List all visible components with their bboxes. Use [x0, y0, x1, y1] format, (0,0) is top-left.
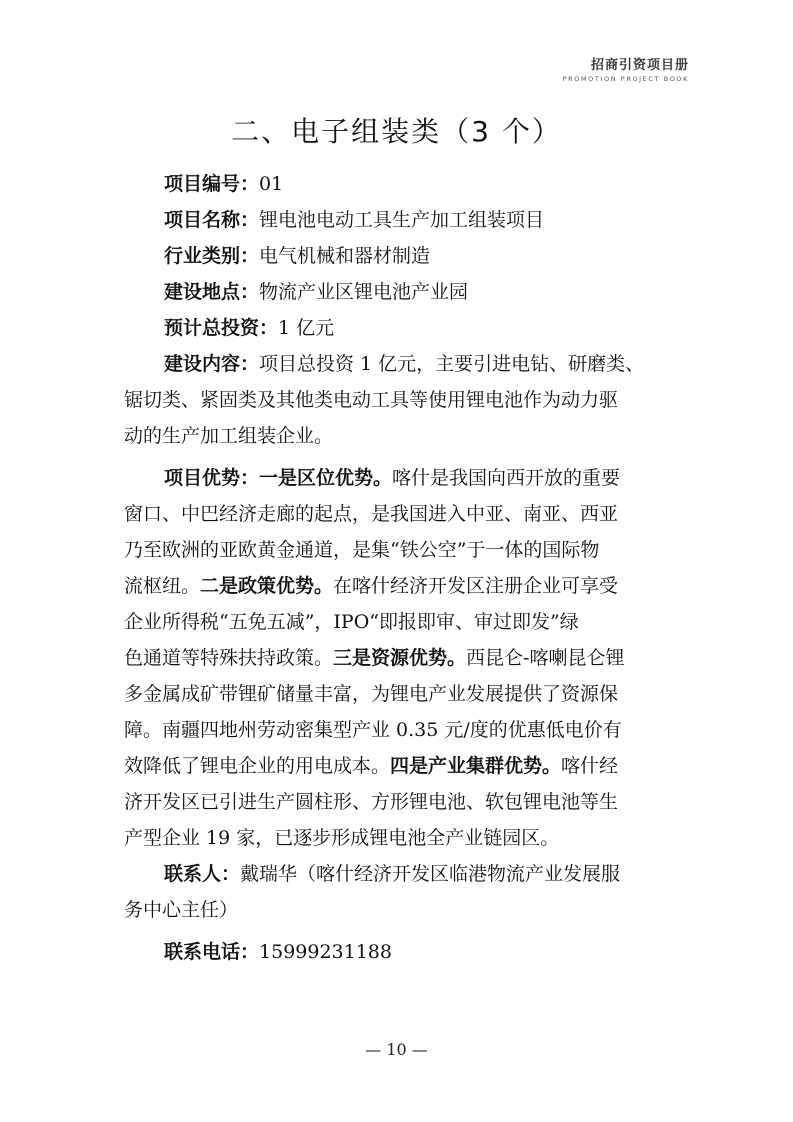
advantage-line — [124, 460, 679, 496]
advantage-line: 多金属成矿带锂矿储量丰富，为锂电产业发展提供了资源保 — [124, 683, 619, 705]
site-row — [124, 274, 679, 310]
advantage-line: 障。南疆四地州劳动密集型产业 0.35 元/度的优惠低电价有 — [124, 719, 622, 741]
advantage-line: 产型企业 19 家，已逐步形成锂电池全产业链园区。 — [124, 827, 560, 849]
contact-line: 务中心主任） — [124, 899, 239, 921]
advantage-heading: 三是资源优势。 — [333, 647, 467, 669]
advantage-heading: 四是产业集群优势。 — [390, 755, 562, 777]
brand-subtitle: PROMOTION PROJECT BOOK — [562, 75, 689, 83]
contact-line — [124, 856, 679, 892]
industry-value: 电气机械和器材制造 — [259, 245, 431, 267]
page-number: — 10 — — [365, 1040, 428, 1059]
content-line: 动的生产加工组装企业。 — [124, 425, 334, 447]
advantage-heading: 一是区位优势。 — [259, 467, 393, 489]
content-text: 项目总投资 1 亿元，主要引进电钻、研磨类、 — [259, 353, 645, 375]
project-number-label: 项目编号： — [164, 173, 260, 195]
industry-label: 行业类别： — [164, 245, 260, 267]
advantage-text: 喀什经 — [561, 755, 619, 777]
advantage-line: 济开发区已引进生产圆柱形、方形锂电池、软包锂电池等生 — [124, 791, 619, 813]
content-line: 锯切类、紧固类及其他类电动工具等使用锂电池作为动力驱 — [124, 389, 619, 411]
advantage-line: 乃至欧洲的亚欧黄金通道，是集“铁公空”于一体的国际物 — [124, 539, 600, 561]
advantage-text: 效降低了锂电企业的用电成本。 — [124, 755, 391, 777]
content-line — [124, 346, 679, 382]
advantage-line — [124, 748, 679, 784]
industry-row — [124, 238, 679, 274]
investment-row — [124, 310, 679, 346]
section-title: 二、电子组装类（3 个） — [231, 115, 562, 148]
project-number-value: 01 — [259, 173, 284, 195]
project-name-label: 项目名称： — [164, 209, 260, 231]
brand-title: 招商引资项目册 — [590, 58, 689, 73]
advantage-line — [124, 640, 679, 676]
advantage-line: 企业所得税“五免五减”，IPO“即报即审、审过即发”绿 — [124, 611, 579, 633]
project-name-value: 锂电池电动工具生产加工组装项目 — [259, 209, 545, 231]
investment-value: 1 亿元 — [278, 317, 335, 339]
phone-row — [124, 934, 679, 970]
advantage-text: 西昆仑-喀喇昆仑锂 — [466, 647, 625, 669]
advantage-text: 色通道等特殊扶持政策。 — [124, 647, 334, 669]
project-number-row — [124, 166, 679, 202]
advantage-text: 喀什是我国向西开放的重要 — [392, 467, 621, 489]
contact-text: 戴瑞华（喀什经济开发区临港物流产业发展服 — [240, 863, 621, 885]
brand-header — [563, 54, 689, 83]
phone-value: 15999231188 — [259, 941, 392, 963]
contact-label: 联系人： — [164, 863, 241, 885]
content-label: 建设内容： — [164, 353, 260, 375]
advantage-text: 流枢纽。 — [124, 575, 201, 597]
project-name-row — [124, 202, 679, 238]
project-details — [124, 166, 679, 970]
advantage-text: 在喀什经济开发区注册企业可享受 — [333, 575, 619, 597]
site-label: 建设地点： — [164, 281, 260, 303]
advantage-heading: 二是政策优势。 — [200, 575, 334, 597]
advantage-line: 窗口、中巴经济走廊的起点，是我国进入中亚、南亚、西亚 — [124, 503, 619, 525]
investment-label: 预计总投资： — [164, 317, 279, 339]
phone-label: 联系电话： — [164, 941, 260, 963]
advantage-label: 项目优势： — [164, 467, 260, 489]
advantage-line — [124, 568, 679, 604]
site-value: 物流产业区锂电池产业园 — [259, 281, 469, 303]
